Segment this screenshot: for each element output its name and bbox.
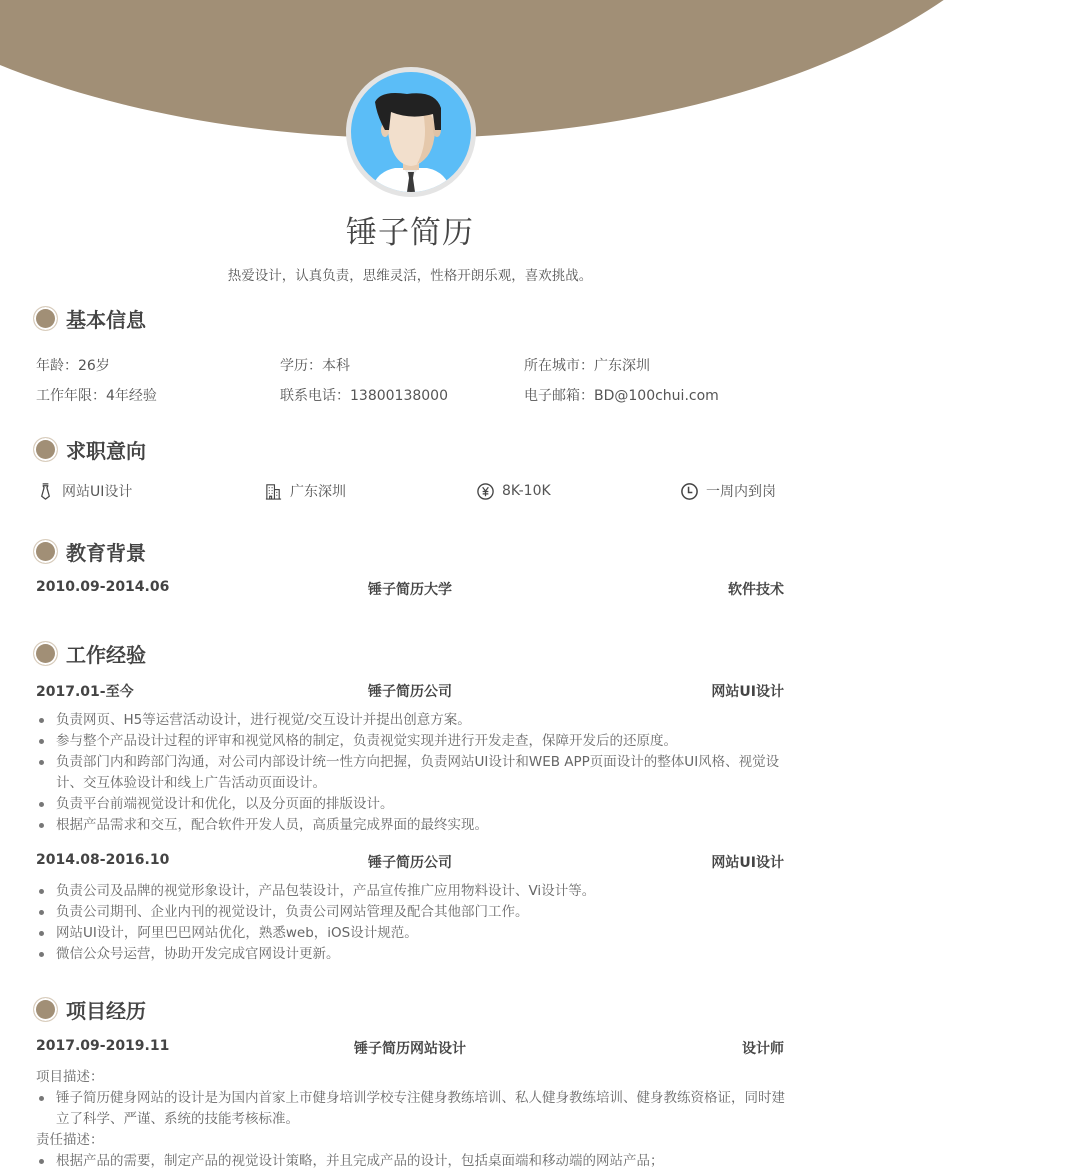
section-title-education xyxy=(33,537,146,566)
work-duty-item: 负责公司及品牌的视觉形象设计，产品包装设计，产品宣传推广应用物料设计、Vi设计等。 xyxy=(36,881,786,902)
project-resp-list xyxy=(36,1151,786,1172)
avatar xyxy=(346,67,476,197)
project-resp-item: 根据产品的需要，制定产品的视觉设计策略，并且完成产品的设计，包括桌面端和移动端的网站产品； xyxy=(36,1151,786,1172)
resume-name: 锤子简历 xyxy=(346,215,474,251)
tie-icon xyxy=(36,482,55,501)
work-duties-list xyxy=(36,710,786,836)
info-email: 电子邮箱：BD@100chui.com xyxy=(524,388,719,404)
work-period: 2017.01-至今 xyxy=(36,684,134,700)
intent-city-text: 广东深圳 xyxy=(290,484,346,500)
section-bullet-icon xyxy=(33,306,58,331)
project-desc-item: 锤子简历健身网站的设计是为国内首家上市健身培训学校专注健身教练培训、私人健身教练培训、健身教练资格证，同时建立了科学、严谨、系统的技能考核标准。 xyxy=(36,1088,786,1130)
section-title-basic-info xyxy=(33,304,146,333)
project-name: 锤子简历网站设计 xyxy=(354,1041,466,1057)
info-age: 年龄：26岁 xyxy=(36,358,110,374)
info-city: 所在城市：广东深圳 xyxy=(524,358,650,374)
job-intent-row xyxy=(36,480,796,502)
info-row xyxy=(36,350,796,380)
work-entry-header xyxy=(36,852,784,872)
avatar-cartoon-man-icon xyxy=(351,72,471,192)
info-education: 学历：本科 xyxy=(280,358,350,374)
header-arc-banner xyxy=(0,0,1080,138)
section-title-work xyxy=(33,639,146,668)
project-entry-header xyxy=(36,1038,784,1058)
section-bullet-icon xyxy=(33,437,58,462)
education-period: 2010.09-2014.06 xyxy=(36,579,170,595)
work-duty-item: 负责公司期刊、企业内刊的视觉设计，负责公司网站管理及配合其他部门工作。 xyxy=(36,902,786,923)
clock-icon xyxy=(680,482,699,501)
work-company: 锤子简历公司 xyxy=(368,684,452,700)
info-row xyxy=(36,380,796,410)
intent-availability xyxy=(680,480,776,502)
education-major: 软件技术 xyxy=(728,582,784,598)
work-company: 锤子简历公司 xyxy=(368,855,452,871)
basic-info-grid xyxy=(36,350,796,410)
yen-icon xyxy=(476,482,495,501)
intent-availability-text: 一周内到岗 xyxy=(706,484,776,500)
work-duty-item: 微信公众号运营，协助开发完成官网设计更新。 xyxy=(36,944,786,965)
work-entry-header xyxy=(36,681,784,701)
project-role: 设计师 xyxy=(742,1041,784,1057)
education-entry xyxy=(36,579,784,599)
section-title-text: 教育背景 xyxy=(66,541,146,565)
info-work-years: 工作年限：4年经验 xyxy=(36,388,157,404)
intent-salary-text: 8K-10K xyxy=(502,483,551,499)
info-phone: 联系电话：13800138000 xyxy=(280,388,448,404)
work-duty-item: 网站UI设计，阿里巴巴网站优化，熟悉web，iOS设计规范。 xyxy=(36,923,786,944)
work-period: 2014.08-2016.10 xyxy=(36,852,170,868)
work-duty-item: 根据产品需求和交互，配合软件开发人员，高质量完成界面的最终实现。 xyxy=(36,815,786,836)
work-position: 网站UI设计 xyxy=(711,855,784,871)
work-duty-item: 负责平台前端视觉设计和优化，以及分页面的排版设计。 xyxy=(36,794,786,815)
section-bullet-icon xyxy=(33,539,58,564)
section-title-text: 工作经验 xyxy=(66,643,146,667)
work-position: 网站UI设计 xyxy=(711,684,784,700)
building-icon xyxy=(264,482,283,501)
section-bullet-icon xyxy=(33,997,58,1022)
intent-salary xyxy=(476,480,551,502)
work-duties-list xyxy=(36,881,786,965)
section-title-projects xyxy=(33,995,146,1024)
resume-motto: 热爱设计，认真负责，思维灵活，性格开朗乐观，喜欢挑战。 xyxy=(227,268,593,284)
project-resp-label: 责任描述： xyxy=(36,1132,104,1148)
education-school: 锤子简历大学 xyxy=(368,582,452,598)
section-title-text: 基本信息 xyxy=(66,308,146,332)
intent-position-text: 网站UI设计 xyxy=(62,484,133,500)
section-bullet-icon xyxy=(33,641,58,666)
work-duty-item: 参与整个产品设计过程的评审和视觉风格的制定，负责视觉实现并进行开发走查，保障开发后的还原度。 xyxy=(36,731,786,752)
intent-position xyxy=(36,480,132,502)
project-desc-label: 项目描述： xyxy=(36,1069,104,1085)
project-period: 2017.09-2019.11 xyxy=(36,1038,170,1054)
work-duty-item: 负责网页、H5等运营活动设计，进行视觉/交互设计并提出创意方案。 xyxy=(36,710,786,731)
section-title-text: 求职意向 xyxy=(66,439,146,463)
work-duty-item: 负责部门内和跨部门沟通，对公司内部设计统一性方向把握，负责网站UI设计和WEB APP页面设计的整体UI风格、视觉设计、交互体验设计和线上广告活动页面设计。 xyxy=(36,752,786,794)
intent-city xyxy=(264,480,346,502)
section-title-text: 项目经历 xyxy=(66,999,146,1023)
section-title-job-intent xyxy=(33,435,146,464)
project-desc-list xyxy=(36,1088,786,1130)
